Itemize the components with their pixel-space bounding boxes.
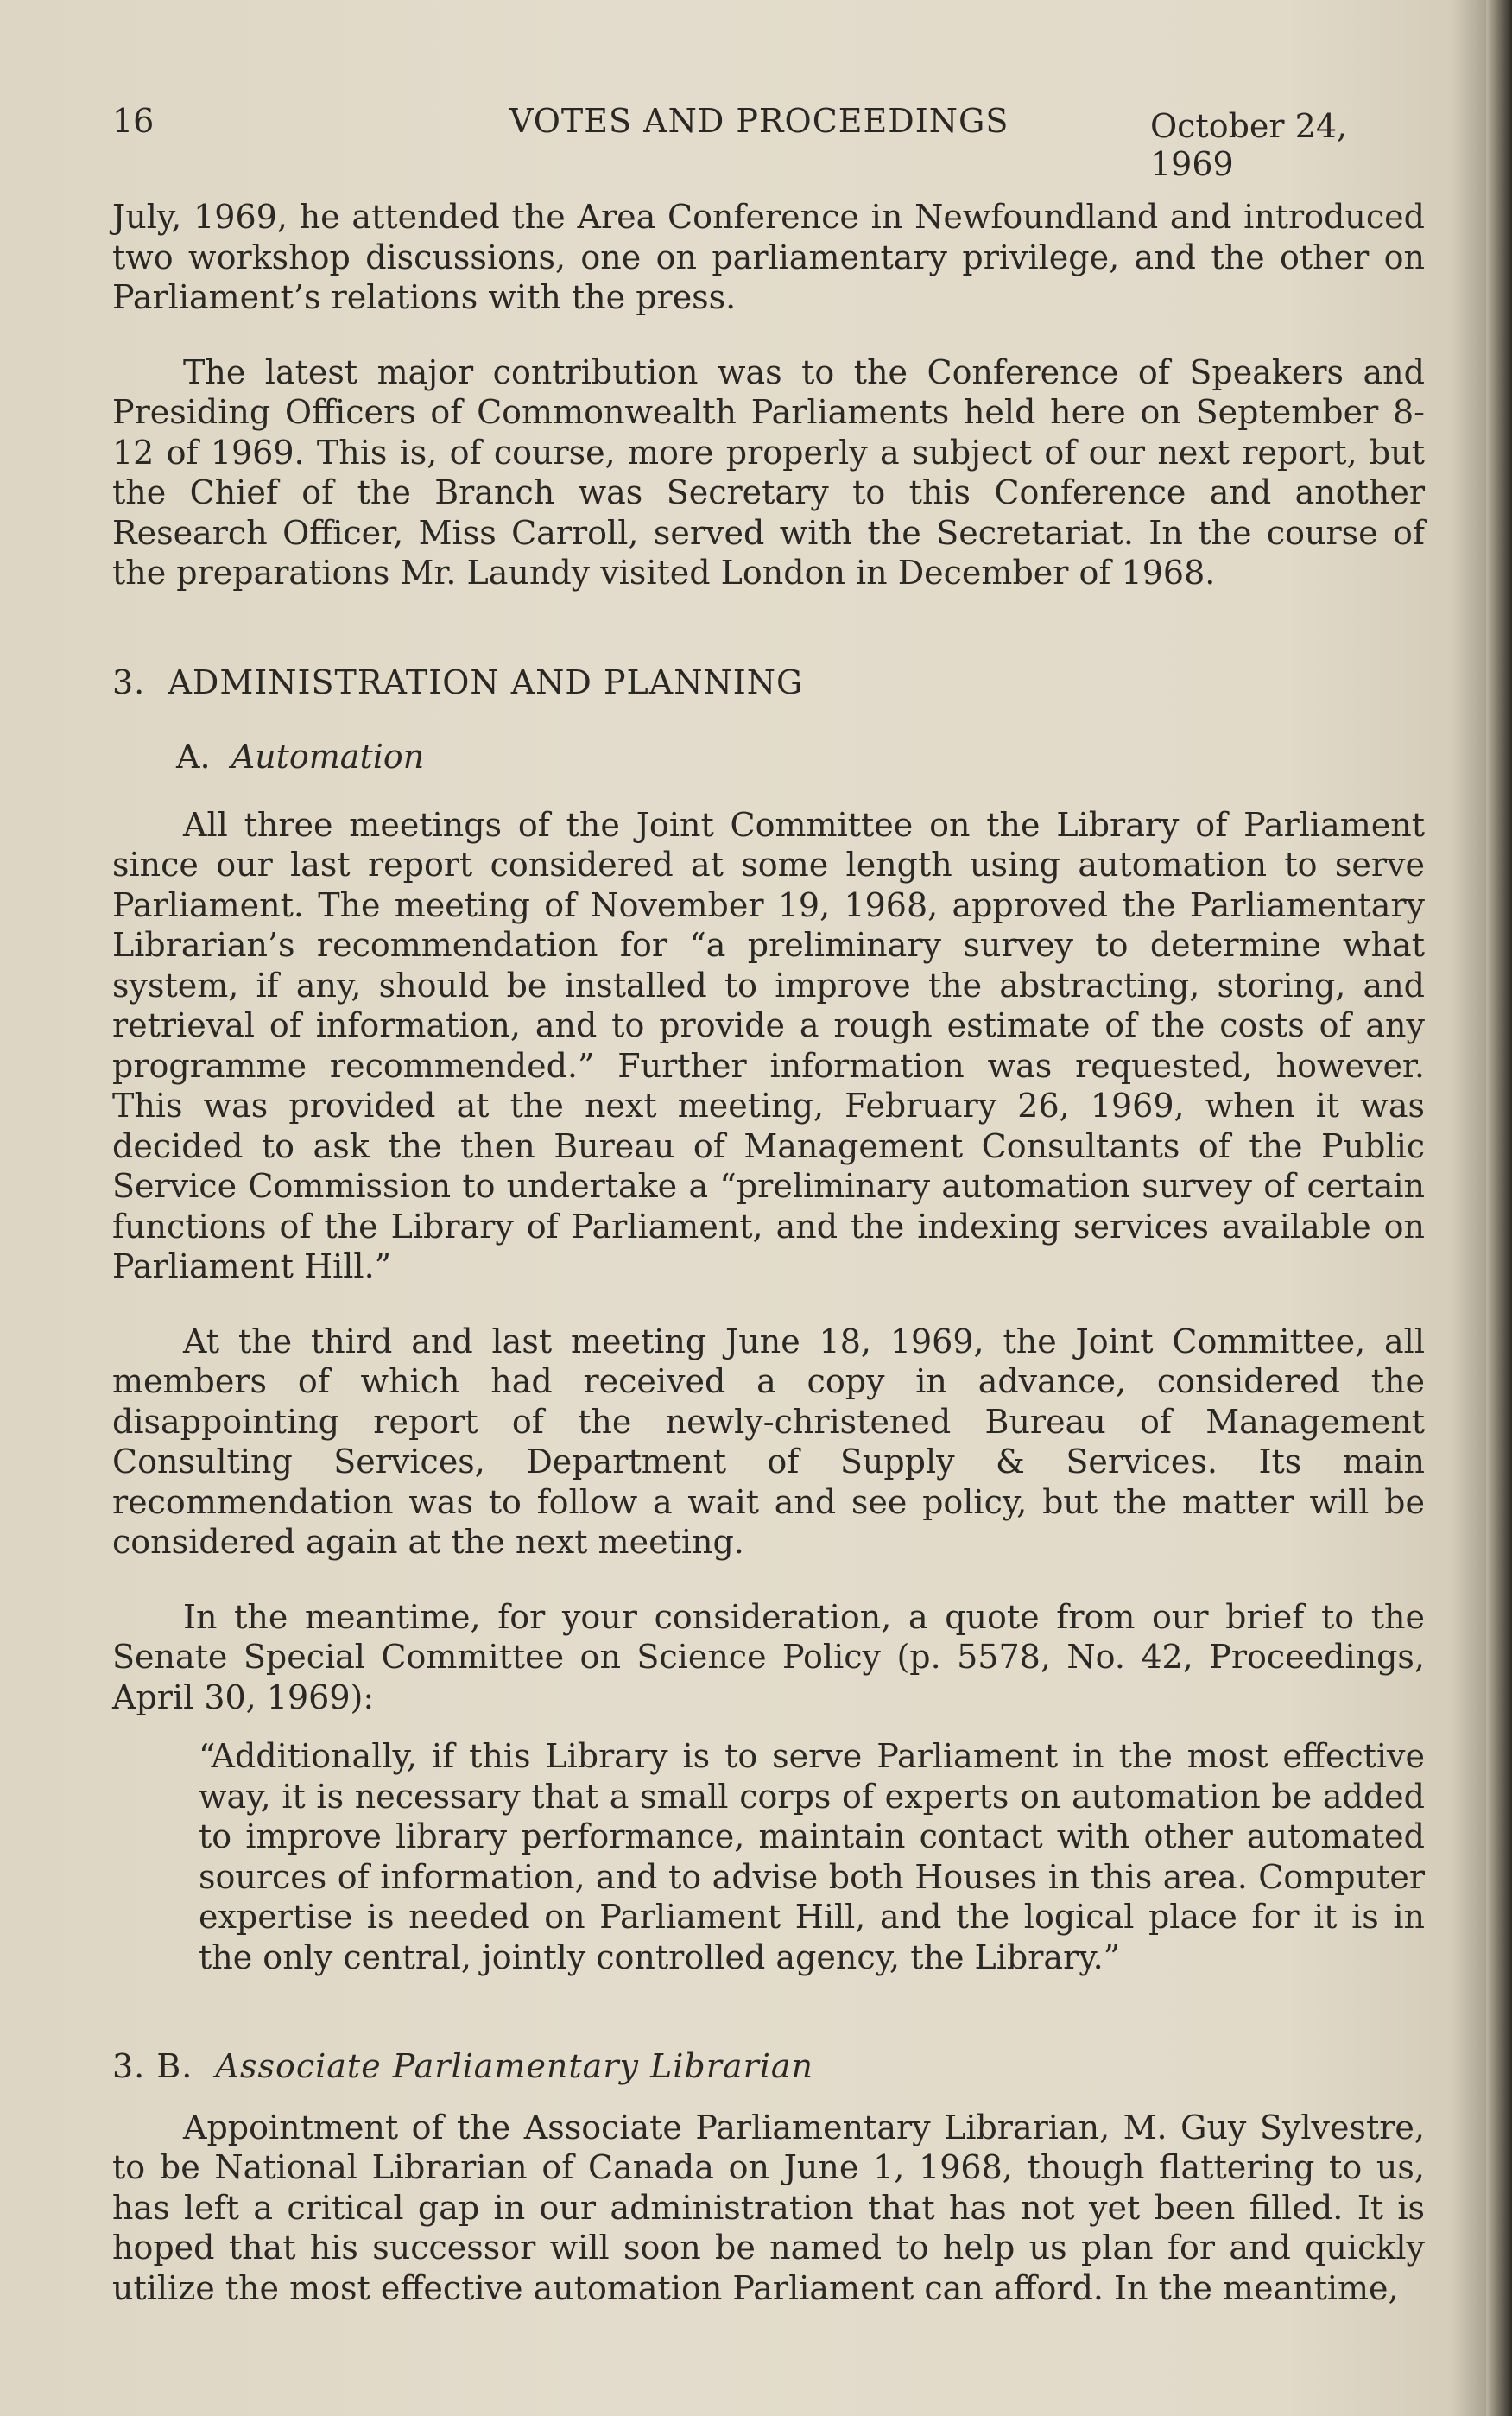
paragraph-conference: The latest major contribution was to the Conference of Speakers and Presiding Officers of Commonwealth Parliaments held here on September 8-12 of 1969. This is, of course, more properly a subject of our next report, but the Chief of the Branch was Secretary to this Conference and another Research Officer, Miss Carroll, served with the Secretariat. In the course of the preparations Mr. Laundy visited London in December of 1968. — [112, 352, 1425, 592]
paragraph-meantime: In the meantime, for your consideration, a quote from our brief to the Senate Special Committee on Science Policy (p. 5578, No. 42, Proceedings, April 30, 1969): — [112, 1597, 1425, 1716]
block-quote: “Additionally, if this Library is to serve Parliament in the most effective way, it is necessary that a small corps of experts on automation be added to improve library performance, maintain contact with other automated sources of information, and to advise both Houses in this area. Computer expertise is needed on Parliament Hill, and the logical place for it is in the only central, jointly controlled agency, the Library.” — [199, 1737, 1425, 1976]
subsection-title: Automation — [231, 738, 425, 776]
page-number: 16 — [112, 102, 155, 140]
running-header — [112, 102, 1425, 183]
binding-edge — [1486, 0, 1512, 2416]
subsection-heading-b — [112, 2046, 1425, 2087]
page-body — [112, 197, 1425, 2308]
section-title: ADMINISTRATION AND PLANNING — [168, 663, 804, 701]
paragraph-associate-librarian: Appointment of the Associate Parliamentary Librarian, M. Guy Sylvestre, to be National Librarian of Canada on June 1, 1968, though flattering to us, has left a critical gap in our administration that has not yet been filled. It is hoped that his successor will soon be named to help us plan for and quickly utilize the most effective automation Parliament can afford. In the meantime, — [112, 2108, 1425, 2307]
section-heading-3 — [112, 663, 1425, 703]
running-title: VOTES AND PROCEEDINGS — [509, 102, 1009, 140]
paragraph-continued: July, 1969, he attended the Area Conference in Newfoundland and introduced two workshop discussions, one on parliamentary privilege, and the other on Parliament’s relations with the press. — [112, 198, 1425, 316]
subsection-letter: A. — [176, 738, 211, 776]
header-date: October 24, 1969 — [1150, 107, 1348, 183]
subsection-b-label: 3. B. — [112, 2047, 193, 2085]
paragraph-automation: All three meetings of the Joint Committee on the Library of Parliament since our last report considered at some length using automation to serve Parliament. The meeting of November 19, 1968, approved the Parliamentary Librarian’s recommendation for “a preliminary survey to determine what system, if any, should be installed to improve the abstracting, storing, and retrieval of information, and to provide a rough estimate of the costs of any programme recommended.” Further information was requested, however. This was provided at the next meeting, February 26, 1969, when it was decided to ask the then Bureau of Management Consultants of the Public Service Commission to undertake a “preliminary automation survey of certain functions of the Library of Parliament, and the indexing services available on Parliament Hill.” — [112, 805, 1425, 1285]
paragraph-third-meeting: At the third and last meeting June 18, 1969, the Joint Committee, all members of which had received a copy in advance, considered the disappointing report of the newly-christened Bureau of Management Consulting Services, Department of Supply & Services. Its main recommendation was to follow a wait and see policy, but the matter will be considered again at the next meeting. — [112, 1322, 1425, 1561]
subsection-heading-a — [112, 737, 1425, 777]
subsection-b-title: Associate Parliamentary Librarian — [215, 2047, 814, 2085]
section-number: 3. — [112, 663, 146, 701]
